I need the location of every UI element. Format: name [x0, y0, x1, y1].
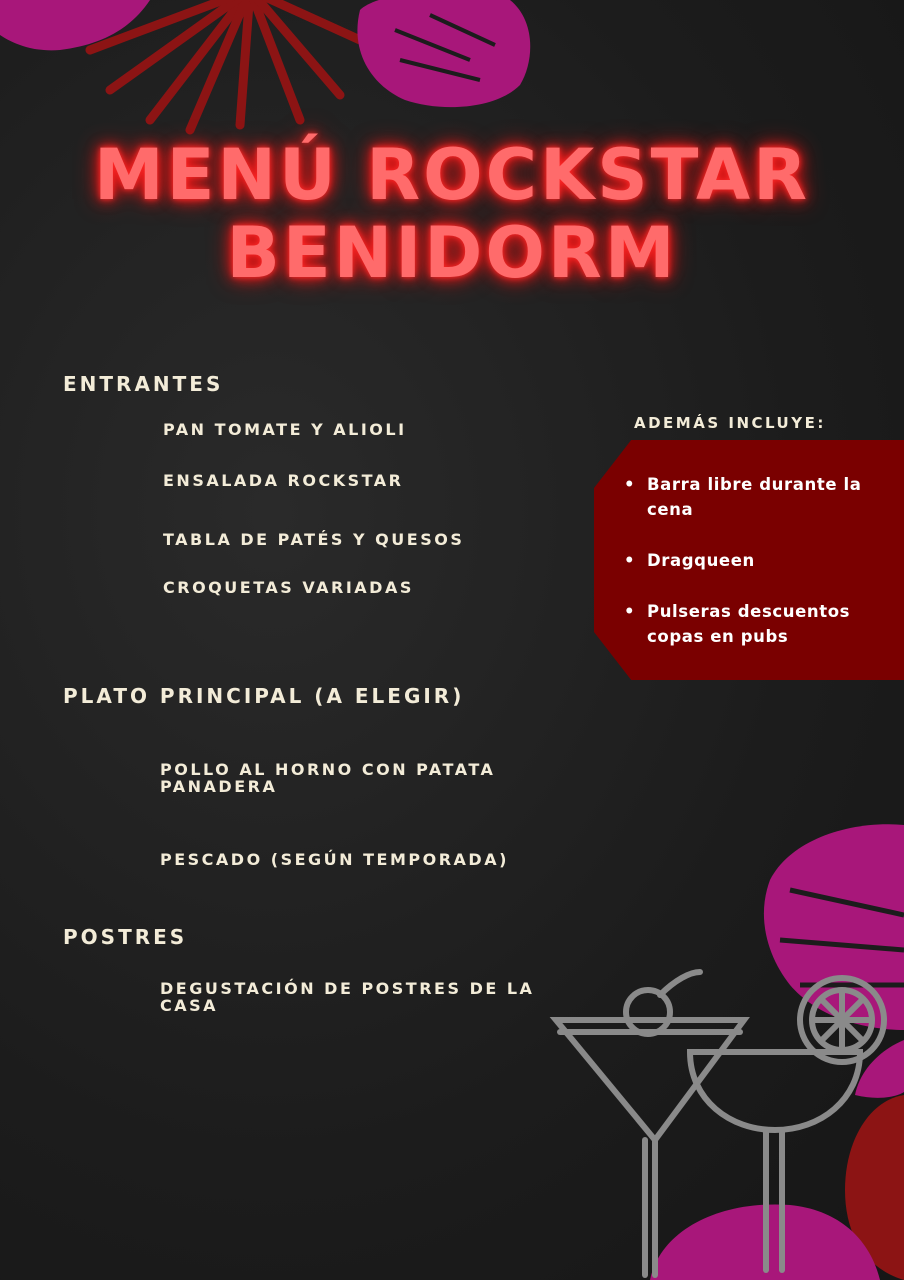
menu-item: ENSALADA ROCKSTAR	[163, 471, 404, 490]
extras-item: • Barra libre durante la cena	[624, 472, 894, 522]
section-heading-principal: PLATO PRINCIPAL (A ELEGIR)	[63, 684, 465, 708]
menu-item: PESCADO (SEGÚN TEMPORADA)	[160, 850, 509, 869]
menu-title-line2: BENIDORM	[226, 212, 678, 294]
menu-item: PAN TOMATE Y ALIOLI	[163, 420, 407, 439]
menu-item: TABLA DE PATÉS Y QUESOS	[163, 530, 465, 549]
extras-item: • Dragqueen	[624, 548, 894, 573]
extras-heading: ADEMÁS INCLUYE:	[634, 414, 826, 432]
extras-item: • Pulseras descuentos copas en pubs	[624, 599, 894, 649]
menu-item: CROQUETAS VARIADAS	[163, 578, 414, 597]
cocktail-glasses-icon	[556, 972, 884, 1275]
section-heading-postres: POSTRES	[63, 925, 188, 949]
menu-item-continued: PANADERA	[160, 777, 278, 796]
menu-title-line1: MENÚ ROCKSTAR	[93, 134, 811, 216]
red-leaf-right-icon	[845, 1095, 904, 1280]
extras-list	[624, 472, 894, 675]
magenta-leaf-top-left-icon	[0, 0, 150, 50]
monstera-leaf-top-icon	[357, 0, 530, 107]
magenta-leaf-right-lower-icon	[855, 1040, 904, 1098]
section-heading-entrantes: ENTRANTES	[63, 372, 224, 396]
menu-item: DEGUSTACIÓN DE POSTRES DE LA	[160, 979, 535, 998]
monstera-leaf-right-icon	[764, 824, 904, 1030]
magenta-leaf-bottom-icon	[650, 1204, 880, 1280]
menu-item: POLLO AL HORNO CON PATATA	[160, 760, 496, 779]
menu-item-continued: CASA	[160, 996, 219, 1015]
palm-leaf-top-icon	[90, 0, 360, 130]
